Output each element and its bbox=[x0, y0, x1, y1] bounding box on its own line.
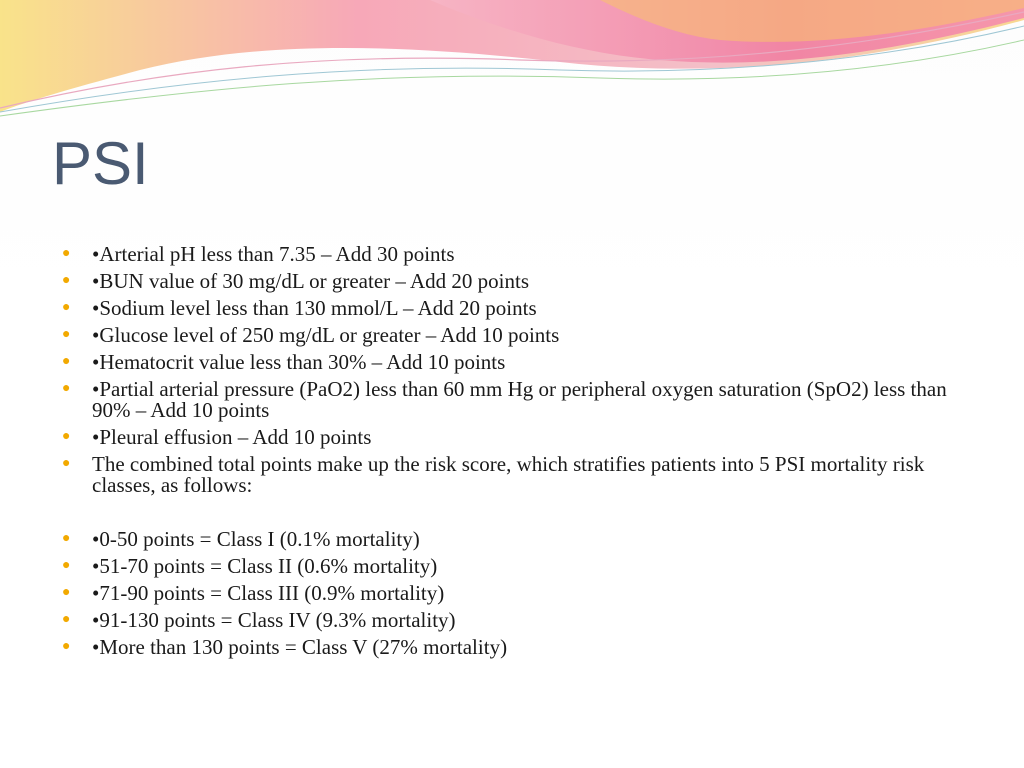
list-item bbox=[62, 271, 962, 292]
item-text: •51-70 points = Class II (0.6% mortality) bbox=[92, 554, 438, 578]
bullet-icon: ● bbox=[62, 612, 71, 627]
list-item bbox=[62, 325, 962, 346]
bullet-icon: ● bbox=[62, 327, 71, 342]
item-text: •Hematocrit value less than 30% – Add 10 points bbox=[92, 350, 506, 374]
bullet-icon: ● bbox=[62, 300, 71, 315]
bullet-icon: ● bbox=[62, 354, 71, 369]
list-item bbox=[62, 298, 962, 319]
bullet-icon: ● bbox=[62, 246, 71, 261]
item-text: •More than 130 points = Class V (27% mortality) bbox=[92, 635, 508, 659]
item-text: •91-130 points = Class IV (9.3% mortality) bbox=[92, 608, 456, 632]
item-text: •71-90 points = Class III (0.9% mortality) bbox=[92, 581, 445, 605]
item-text: The combined total points make up the risk score, which stratifies patients into 5 PSI mortality risk classes, as follows: bbox=[92, 452, 925, 497]
item-text: •Glucose level of 250 mg/dL or greater – Add 10 points bbox=[92, 323, 560, 347]
list-item bbox=[62, 556, 962, 577]
item-text: •Arterial pH less than 7.35 – Add 30 points bbox=[92, 242, 455, 266]
bullet-icon: ● bbox=[62, 381, 71, 396]
list-spacer bbox=[62, 502, 962, 523]
list-item bbox=[62, 427, 962, 448]
bullet-icon: ● bbox=[62, 456, 71, 471]
bullet-icon: ● bbox=[62, 273, 71, 288]
item-text: •Pleural effusion – Add 10 points bbox=[92, 425, 372, 449]
bullet-icon: ● bbox=[62, 531, 71, 546]
slide-title: PSI bbox=[52, 130, 149, 197]
list-item bbox=[62, 637, 962, 658]
item-text: •Sodium level less than 130 mmol/L – Add 20 points bbox=[92, 296, 537, 320]
bullet-icon: ● bbox=[62, 585, 71, 600]
bullet-list bbox=[62, 244, 962, 664]
bullet-icon: ● bbox=[62, 558, 71, 573]
item-text: •Partial arterial pressure (PaO2) less than 60 mm Hg or peripheral oxygen saturation (SpO2) less than 90% – Add 10 points bbox=[92, 377, 947, 422]
item-text: •0-50 points = Class I (0.1% mortality) bbox=[92, 527, 420, 551]
item-text: •BUN value of 30 mg/dL or greater – Add 20 points bbox=[92, 269, 530, 293]
list-item bbox=[62, 379, 962, 421]
header-wave-decoration bbox=[0, 0, 1024, 140]
bullet-icon: ● bbox=[62, 429, 71, 444]
list-item bbox=[62, 583, 962, 604]
list-item bbox=[62, 454, 962, 496]
bullet-icon: ● bbox=[62, 639, 71, 654]
list-item bbox=[62, 244, 962, 265]
list-item bbox=[62, 352, 962, 373]
list-item bbox=[62, 610, 962, 631]
list-item bbox=[62, 529, 962, 550]
